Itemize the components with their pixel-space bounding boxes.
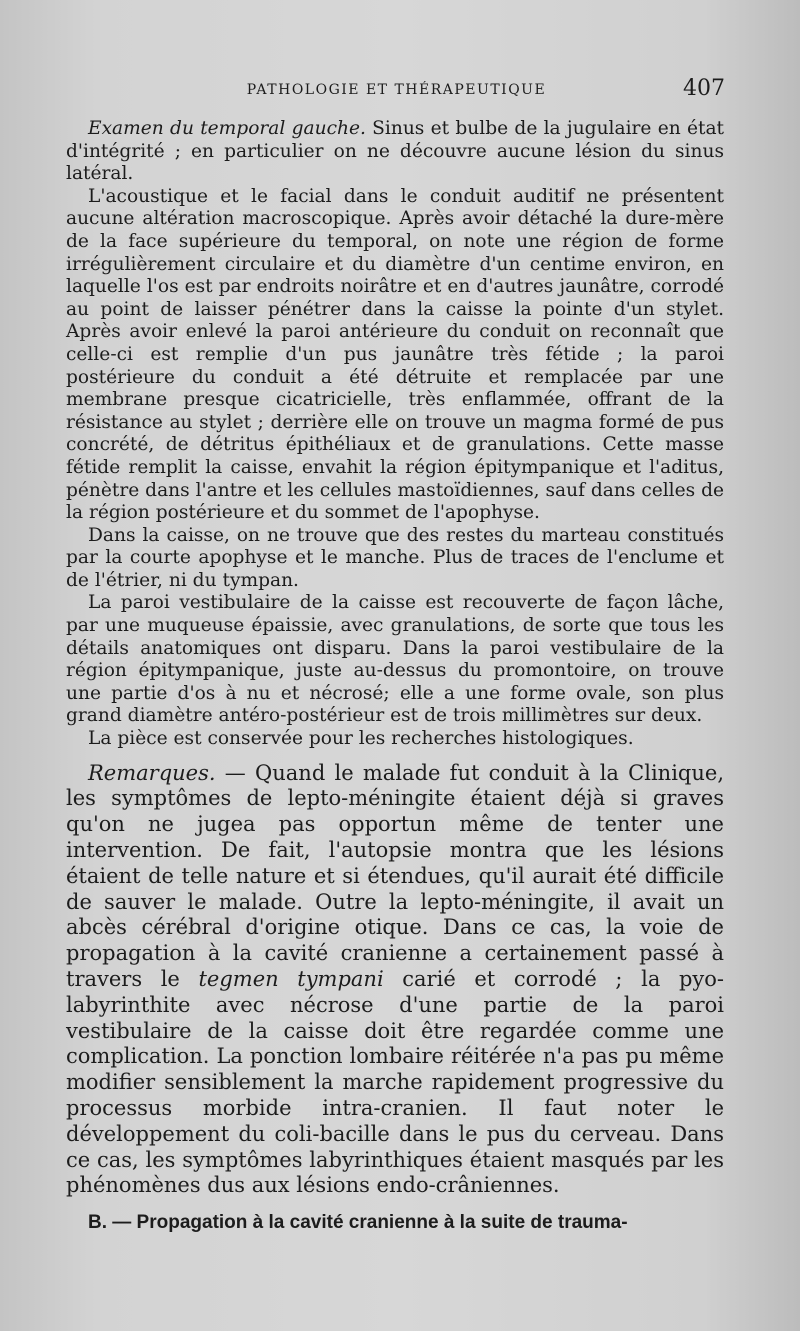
- paragraph-remarks: [66, 761, 724, 1200]
- page-header: [68, 76, 725, 106]
- paragraph-temporal-exam: [66, 118, 724, 186]
- remarks-italic-term: tegmen tympani: [198, 967, 384, 991]
- section-heading: B. — Propagation à la cavité cranienne à la suite de trauma-: [88, 1212, 628, 1234]
- page-number: 407: [683, 76, 725, 101]
- paragraph-lead: Examen du temporal gauche.: [88, 118, 366, 139]
- paragraph-vestibular-wall: La paroi vestibulaire de la caisse est recouverte de façon lâche, par une muqueuse épaissie, avec granulations, de sorte que tous les détails anatomiques ont disparu. Dans la paroi vestibulaire de la région épitympanique, juste au-dessus du promontoire, on trouve une partie d'os à nu et nécrosé; elle a une forme ovale, son plus grand diamètre antéro-postérieur est de trois millimètres sur deux.: [66, 592, 724, 727]
- paragraph-acoustic-facial: L'acoustique et le facial dans le conduit auditif ne présentent aucune altération macroscopique. Après avoir détaché la dure-mère de la face supérieure du temporal, on note une région de forme irrégulièrement circulaire et du diamètre d'un centime environ, en laquelle l'os est par endroits noirâtre et en d'autres jaunâtre, corrodé au point de laisser pénétrer dans la caisse la pointe d'un stylet. Après avoir enlevé la paroi antérieure du conduit on reconnaît que celle-ci est remplie d'un pus jaunâtre très fétide ; la paroi postérieure du conduit a été détruite et remplacée par une membrane presque cicatricielle, très enflammée, offrant de la résistance au stylet ; derrière elle on trouve un magma formé de pus concrété, de détritus épithéliaux et de granulations. Cette masse fétide remplit la caisse, envahit la région épitympanique et l'aditus, pénètre dans l'antre et les cellules mastoïdiennes, sauf dans celles de la région postérieure et du sommet de l'apophyse.: [66, 185, 724, 524]
- running-title: PATHOLOGIE ET THÉRAPEUTIQUE: [246, 82, 547, 98]
- remarks-text-2: carié et corrodé ; la pyo-labyrinthite avec nécrose d'une partie de la paroi vestibulaire de la caisse doit être regardée comme une complication. La ponction lombaire réitérée n'a pas pu même modifier sensiblement la marche rapidement progressive du processus morbide intra-cranien. Il faut noter le développement du coli-bacille dans le pus du cerveau. Dans ce cas, les symptômes labyrinthiques étaient masqués par les phénomènes dus aux lésions endo-crâniennes.: [66, 967, 724, 1198]
- paragraph-caisse: Dans la caisse, on ne trouve que des restes du marteau constitués par la courte apophyse et le manche. Plus de traces de l'enclume et de l'étrier, ni du tympan.: [66, 524, 724, 591]
- remarks-text-1: — Quand le malade fut conduit à la Clinique, les symptômes de lepto-méningite étaient déjà si graves qu'on ne jugea pas opportun même de tenter une intervention. De fait, l'autopsie montra que les lésions étaient de telle nature et si étendues, qu'il aurait été difficile de sauver le malade. Outre la lepto-méningite, il avait un abcès cérébral d'origine otique. Dans ce cas, la voie de propagation à la cavité cranienne a certainement passé à travers le: [66, 760, 724, 991]
- remarks-lead: Remarques.: [88, 760, 216, 785]
- paragraph-text: Sinus et bulbe de la jugulaire en état d'intégrité ; en particulier on ne découvre aucune lésion du sinus latéral.: [66, 118, 724, 185]
- page-body: [66, 118, 724, 1235]
- paragraph-histology: La pièce est conservée pour les recherches histologiques.: [88, 728, 634, 750]
